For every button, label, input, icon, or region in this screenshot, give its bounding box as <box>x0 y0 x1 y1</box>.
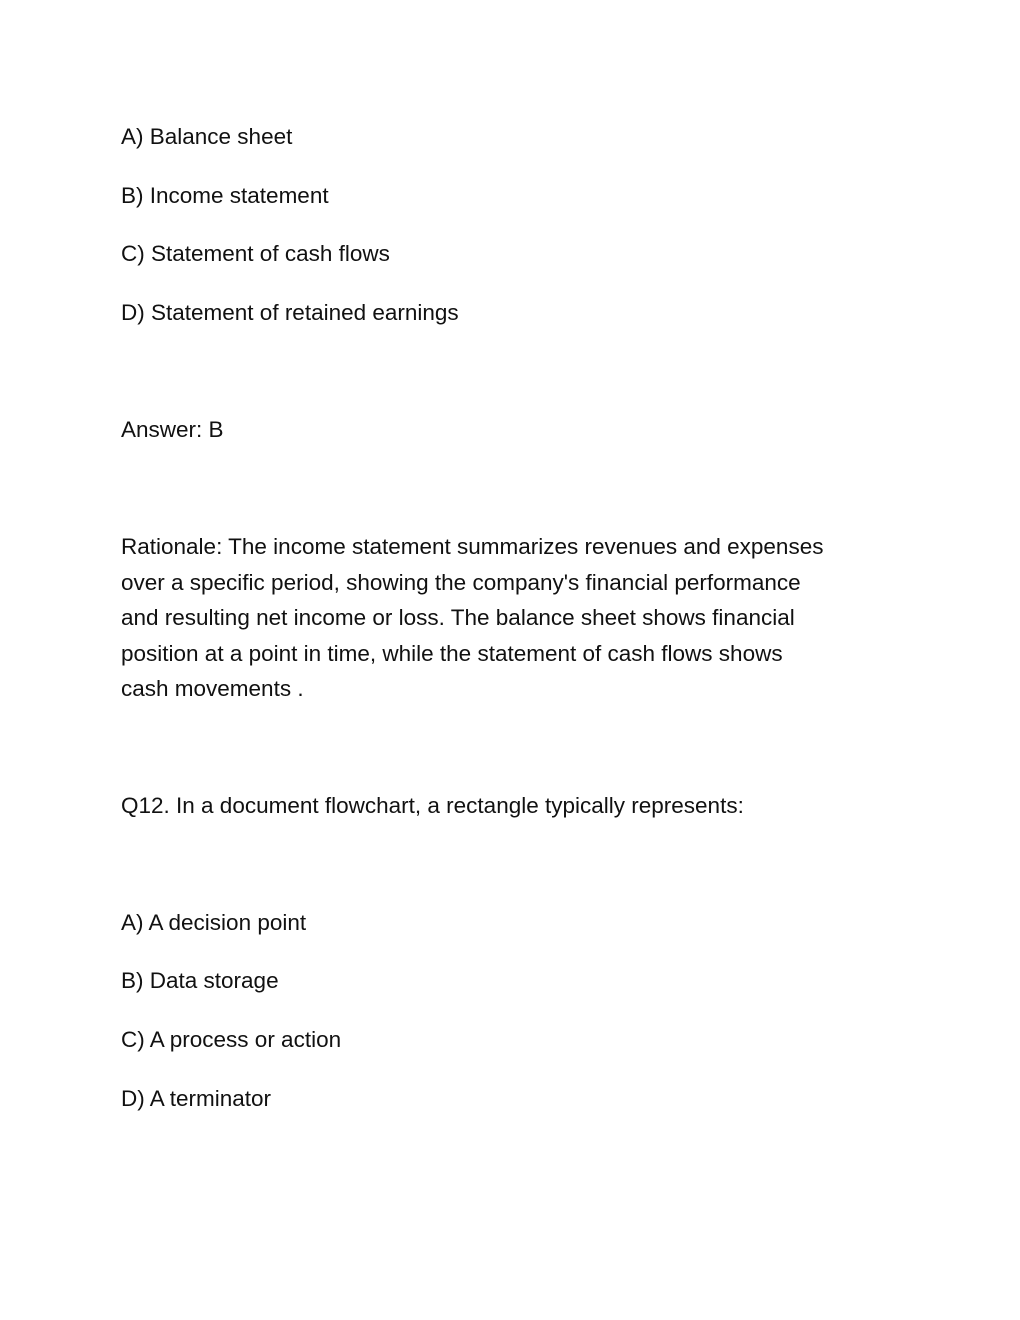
q12-option-a: A) A decision point <box>121 910 307 935</box>
q11-option-b: B) Income statement <box>121 183 329 208</box>
q12-option-d: D) A terminator <box>121 1086 272 1111</box>
rationale-line: position at a point in time, while the statement of cash flows shows <box>121 640 783 666</box>
rationale-line: and resulting net income or loss. The balance sheet shows financial <box>121 605 795 630</box>
rationale-line: cash movements . <box>121 676 304 701</box>
rationale-line: over a specific period, showing the company's financial performance <box>121 569 801 595</box>
q11-option-d: D) Statement of retained earnings <box>121 300 459 325</box>
q11-option-c: C) Statement of cash flows <box>121 241 390 266</box>
q12-option-c: C) A process or action <box>121 1027 342 1052</box>
answer-line: Answer: B <box>121 417 224 442</box>
q11-option-a: A) Balance sheet <box>121 124 293 149</box>
question-12: Q12. In a document flowchart, a rectangle typically represents: <box>121 793 744 818</box>
rationale-paragraph <box>121 529 891 707</box>
rationale-line: Rationale: The income statement summarizes revenues and expenses <box>121 534 824 559</box>
q12-option-b: B) Data storage <box>121 968 279 993</box>
